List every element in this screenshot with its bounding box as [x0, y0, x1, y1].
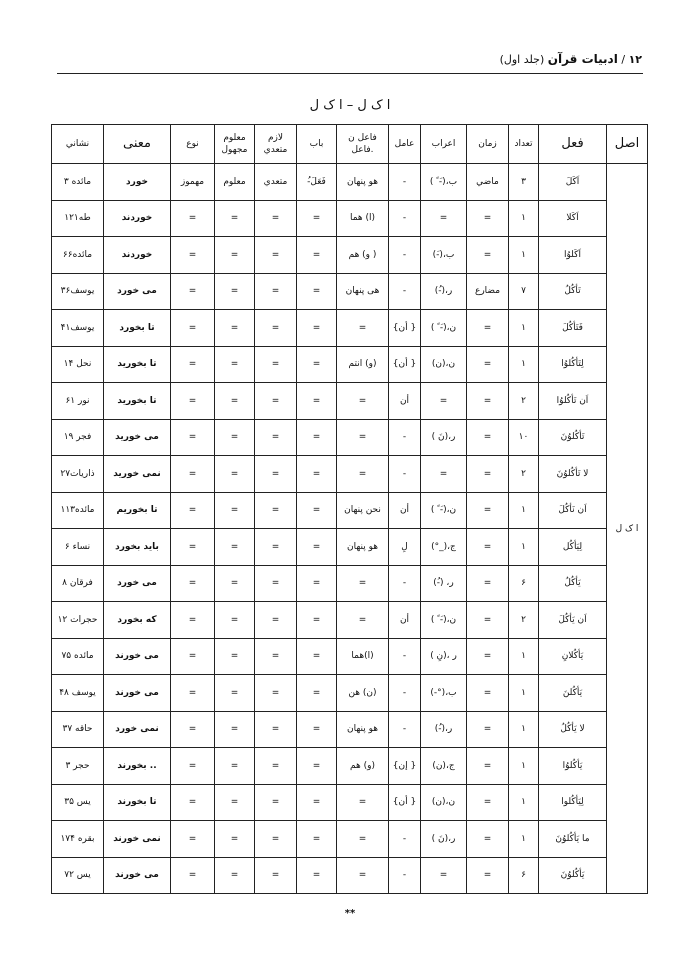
cell-lazem: =	[255, 857, 297, 894]
header-separator: /	[621, 53, 626, 66]
cell-erab: ر،(نَ )	[421, 821, 467, 858]
cell-malum: =	[215, 383, 255, 420]
cell-fael: =	[337, 310, 389, 347]
col-malum: معلوم مجهول	[215, 125, 255, 164]
col-zaman: زمان	[467, 125, 509, 164]
table-body	[52, 164, 648, 894]
cell-fael: =	[337, 383, 389, 420]
cell-zaman: =	[467, 310, 509, 347]
cell-mana: .. بخورند	[104, 748, 171, 785]
cell-fael: هو پنهان	[337, 529, 389, 566]
cell-zaman: =	[467, 638, 509, 675]
cell-fael: (و) هم	[337, 748, 389, 785]
cell-erab: =	[421, 200, 467, 237]
cell-naw: =	[171, 237, 215, 274]
cell-naw: =	[171, 675, 215, 712]
cell-malum: =	[215, 711, 255, 748]
cell-neshani: حجر ۳	[52, 748, 104, 785]
cell-naw: =	[171, 638, 215, 675]
cell-mana: نمی خورید	[104, 456, 171, 493]
cell-lazem: =	[255, 675, 297, 712]
cell-tedad: ۱	[509, 675, 539, 712]
cell-fel: لِيَأكُل	[539, 529, 607, 566]
cell-malum: =	[215, 602, 255, 639]
cell-naw: =	[171, 310, 215, 347]
col-naw: نوع	[171, 125, 215, 164]
cell-naw: =	[171, 602, 215, 639]
cell-zaman: =	[467, 529, 509, 566]
cell-mana: می خورند	[104, 675, 171, 712]
cell-amel: -	[389, 200, 421, 237]
cell-neshani: یوسف۴۱	[52, 310, 104, 347]
table-row	[52, 456, 648, 493]
cell-erab: ن،(-َ ً )	[421, 602, 467, 639]
cell-lazem: =	[255, 748, 297, 785]
cell-bab: =	[297, 565, 337, 602]
cell-bab: =	[297, 821, 337, 858]
cell-fael: (ا)هما	[337, 638, 389, 675]
cell-naw: =	[171, 821, 215, 858]
table-row	[52, 675, 648, 712]
col-erab: اعراب	[421, 125, 467, 164]
cell-zaman: =	[467, 748, 509, 785]
cell-mana: تا بخورید	[104, 383, 171, 420]
cell-zaman: =	[467, 492, 509, 529]
cell-fael: (ا) هما	[337, 200, 389, 237]
cell-mana: خوردند	[104, 200, 171, 237]
cell-mana: تا بخورد	[104, 310, 171, 347]
page-header	[500, 52, 642, 66]
cell-mana: خوردند	[104, 237, 171, 274]
col-mana: معنی	[104, 125, 171, 164]
cell-fel: اَكَلا	[539, 200, 607, 237]
cell-malum: =	[215, 456, 255, 493]
cell-lazem: =	[255, 711, 297, 748]
cell-tedad: ۱	[509, 346, 539, 383]
cell-amel: -	[389, 675, 421, 712]
cell-mana: می خورند	[104, 638, 171, 675]
cell-fel: اَن تَأكُلوُا	[539, 383, 607, 420]
book-title: ادبیات قرآن	[547, 52, 618, 66]
cell-tedad: ۱	[509, 310, 539, 347]
col-neshani: نشاني	[52, 125, 104, 164]
cell-tedad: ۲	[509, 456, 539, 493]
cell-mana: می خورند	[104, 857, 171, 894]
cell-zaman: ماضي	[467, 164, 509, 201]
cell-naw: =	[171, 200, 215, 237]
cell-amel: لِ	[389, 529, 421, 566]
table-row	[52, 346, 648, 383]
table-row	[52, 638, 648, 675]
table-row	[52, 821, 648, 858]
cell-tedad: ۱	[509, 638, 539, 675]
cell-erab: =	[421, 456, 467, 493]
cell-zaman: =	[467, 857, 509, 894]
cell-lazem: =	[255, 310, 297, 347]
cell-tedad: ۱	[509, 821, 539, 858]
cell-tedad: ۱	[509, 200, 539, 237]
table-row	[52, 565, 648, 602]
cell-bab: =	[297, 273, 337, 310]
volume-label: (جلد اول)	[499, 53, 545, 66]
cell-tedad: ۱	[509, 748, 539, 785]
cell-neshani: حاقه ۳۷	[52, 711, 104, 748]
cell-lazem: =	[255, 602, 297, 639]
cell-fael: =	[337, 419, 389, 456]
cell-fel: تَأكُلُ	[539, 273, 607, 310]
cell-naw: مهموز	[171, 164, 215, 201]
cell-neshani: حجرات ۱۲	[52, 602, 104, 639]
cell-amel: -	[389, 638, 421, 675]
cell-fael: =	[337, 857, 389, 894]
cell-fel: يَأكُلوُا	[539, 748, 607, 785]
cell-mana: که بخورد	[104, 602, 171, 639]
cell-bab: =	[297, 675, 337, 712]
table-row	[52, 237, 648, 274]
col-bab: باب	[297, 125, 337, 164]
cell-lazem: =	[255, 784, 297, 821]
cell-fel: يَأكُلُ	[539, 565, 607, 602]
cell-erab: ر ،(نِ )	[421, 638, 467, 675]
cell-fel: لا يَأكُلُ	[539, 711, 607, 748]
cell-fel: يَأكُلوُنَ	[539, 857, 607, 894]
cell-tedad: ۱	[509, 784, 539, 821]
cell-naw: =	[171, 784, 215, 821]
cell-amel: -	[389, 821, 421, 858]
cell-naw: =	[171, 419, 215, 456]
cell-zaman: =	[467, 383, 509, 420]
cell-fel: فَتَأكُلَ	[539, 310, 607, 347]
cell-neshani: یس ۳۵	[52, 784, 104, 821]
cell-lazem: =	[255, 383, 297, 420]
cell-fael: هو پنهان	[337, 711, 389, 748]
cell-amel: -	[389, 164, 421, 201]
cell-amel: -	[389, 565, 421, 602]
cell-fel: ما يَأكُلوُنَ	[539, 821, 607, 858]
cell-amel: أن	[389, 602, 421, 639]
cell-zaman: =	[467, 784, 509, 821]
cell-fael: =	[337, 821, 389, 858]
cell-amel: { إن}	[389, 748, 421, 785]
root-title: ا ک ل – ا ک ل	[309, 98, 391, 113]
cell-bab: =	[297, 237, 337, 274]
cell-tedad: ۳	[509, 164, 539, 201]
col-amel: عامل	[389, 125, 421, 164]
cell-tedad: ۱	[509, 529, 539, 566]
cell-fael: (ن) هن	[337, 675, 389, 712]
cell-fel: تَأكُلوُنَ	[539, 419, 607, 456]
cell-fel: لِيَأكُلوا	[539, 784, 607, 821]
cell-naw: =	[171, 857, 215, 894]
cell-bab: =	[297, 529, 337, 566]
cell-erab: ب،(°-)	[421, 675, 467, 712]
cell-zaman: =	[467, 200, 509, 237]
cell-malum: =	[215, 821, 255, 858]
cell-tedad: ۷	[509, 273, 539, 310]
cell-amel: { أن}	[389, 784, 421, 821]
cell-neshani: نساء ۶	[52, 529, 104, 566]
cell-fel: اَن نَأكُلَ	[539, 492, 607, 529]
cell-fel: اَكَلوُا	[539, 237, 607, 274]
cell-erab: ن،(ن)	[421, 784, 467, 821]
cell-bab: =	[297, 784, 337, 821]
cell-bab: =	[297, 419, 337, 456]
table-row	[52, 492, 648, 529]
cell-tedad: ۱	[509, 492, 539, 529]
cell-mana: می خورد	[104, 565, 171, 602]
cell-malum: =	[215, 237, 255, 274]
table-header-row	[52, 125, 648, 164]
cell-lazem: =	[255, 346, 297, 383]
cell-neshani: مائده ۳	[52, 164, 104, 201]
col-fel: فعل	[539, 125, 607, 164]
cell-mana: باید بخورد	[104, 529, 171, 566]
cell-bab: =	[297, 200, 337, 237]
footer-mark: **	[344, 908, 356, 919]
cell-erab: ج،(_°)	[421, 529, 467, 566]
cell-fael: =	[337, 565, 389, 602]
cell-erab: ر،(-ُ)	[421, 711, 467, 748]
cell-amel: -	[389, 857, 421, 894]
cell-erab: ب،(-َ)	[421, 237, 467, 274]
col-asl: اصل	[607, 125, 648, 164]
cell-neshani: طه۱۲۱	[52, 200, 104, 237]
cell-fael: نحن پنهان	[337, 492, 389, 529]
cell-malum: =	[215, 346, 255, 383]
cell-lazem: =	[255, 237, 297, 274]
cell-mana: خورد	[104, 164, 171, 201]
cell-lazem: =	[255, 492, 297, 529]
table-row	[52, 529, 648, 566]
cell-amel: -	[389, 711, 421, 748]
cell-amel: -	[389, 237, 421, 274]
cell-bab: =	[297, 638, 337, 675]
cell-erab: =	[421, 383, 467, 420]
cell-zaman: =	[467, 237, 509, 274]
cell-malum: =	[215, 857, 255, 894]
table-row	[52, 383, 648, 420]
cell-bab: =	[297, 748, 337, 785]
cell-mana: می خورد	[104, 273, 171, 310]
cell-malum: معلوم	[215, 164, 255, 201]
cell-fael: هو پنهان	[337, 164, 389, 201]
cell-bab: =	[297, 602, 337, 639]
cell-fel: اَكَلَ	[539, 164, 607, 201]
cell-fel: اَن يَأكُلَ	[539, 602, 607, 639]
cell-malum: =	[215, 492, 255, 529]
cell-neshani: مائده۶۶	[52, 237, 104, 274]
cell-neshani: یوسف ۴۸	[52, 675, 104, 712]
cell-fael: هی پنهان	[337, 273, 389, 310]
cell-neshani: فرقان ۸	[52, 565, 104, 602]
cell-malum: =	[215, 748, 255, 785]
cell-neshani: ذاریات۲۷	[52, 456, 104, 493]
cell-zaman: =	[467, 675, 509, 712]
cell-zaman: =	[467, 711, 509, 748]
cell-asl: ا ک ل	[607, 164, 648, 894]
cell-amel: { أن}	[389, 310, 421, 347]
cell-mana: نمی خورد	[104, 711, 171, 748]
cell-malum: =	[215, 565, 255, 602]
cell-fel: يَأكُلنَ	[539, 675, 607, 712]
cell-naw: =	[171, 456, 215, 493]
cell-malum: =	[215, 638, 255, 675]
cell-erab: ن،(-َ ً )	[421, 310, 467, 347]
cell-neshani: مائده۱۱۳	[52, 492, 104, 529]
verb-conjugation-table	[51, 124, 648, 894]
cell-erab: ن،(ن)	[421, 346, 467, 383]
cell-neshani: یس ۷۲	[52, 857, 104, 894]
cell-fael: ( و) هم	[337, 237, 389, 274]
cell-zaman: =	[467, 346, 509, 383]
cell-erab: ر، (-ُ)	[421, 565, 467, 602]
cell-naw: =	[171, 273, 215, 310]
header-divider	[57, 73, 643, 74]
table-row	[52, 200, 648, 237]
table-row	[52, 748, 648, 785]
cell-amel: -	[389, 273, 421, 310]
cell-neshani: فجر ۱۹	[52, 419, 104, 456]
cell-zaman: مضارع	[467, 273, 509, 310]
cell-zaman: =	[467, 456, 509, 493]
cell-naw: =	[171, 383, 215, 420]
cell-bab: =	[297, 711, 337, 748]
cell-zaman: =	[467, 419, 509, 456]
cell-mana: تا بخورید	[104, 346, 171, 383]
cell-malum: =	[215, 675, 255, 712]
cell-lazem: =	[255, 821, 297, 858]
cell-bab: =	[297, 857, 337, 894]
cell-amel: أن	[389, 383, 421, 420]
table-row	[52, 164, 648, 201]
cell-lazem: =	[255, 456, 297, 493]
cell-fael: (و) انتم	[337, 346, 389, 383]
cell-mana: تا بخورند	[104, 784, 171, 821]
cell-zaman: =	[467, 565, 509, 602]
cell-naw: =	[171, 711, 215, 748]
cell-bab: =	[297, 383, 337, 420]
cell-naw: =	[171, 492, 215, 529]
cell-erab: ج،(ن)	[421, 748, 467, 785]
cell-fael: =	[337, 456, 389, 493]
cell-bab: =	[297, 492, 337, 529]
cell-lazem: =	[255, 529, 297, 566]
cell-tedad: ۲	[509, 602, 539, 639]
cell-neshani: مائده ۷۵	[52, 638, 104, 675]
cell-malum: =	[215, 419, 255, 456]
cell-erab: ب،(-َ ً )	[421, 164, 467, 201]
col-tedad: تعداد	[509, 125, 539, 164]
cell-tedad: ۱۰	[509, 419, 539, 456]
cell-mana: می خورید	[104, 419, 171, 456]
cell-amel: { أن}	[389, 346, 421, 383]
cell-erab: ر،(نَ )	[421, 419, 467, 456]
cell-bab: =	[297, 346, 337, 383]
col-lazem: لازم متعدي	[255, 125, 297, 164]
cell-naw: =	[171, 346, 215, 383]
cell-lazem: متعدي	[255, 164, 297, 201]
cell-neshani: نحل ۱۴	[52, 346, 104, 383]
table-row	[52, 273, 648, 310]
cell-lazem: =	[255, 273, 297, 310]
cell-naw: =	[171, 565, 215, 602]
table-row	[52, 711, 648, 748]
cell-fael: =	[337, 602, 389, 639]
cell-tedad: ۱	[509, 711, 539, 748]
cell-neshani: یوسف۳۶	[52, 273, 104, 310]
cell-naw: =	[171, 529, 215, 566]
cell-zaman: =	[467, 821, 509, 858]
cell-fel: لا تَأكُلوُنَ	[539, 456, 607, 493]
cell-tedad: ۶	[509, 857, 539, 894]
table-row	[52, 784, 648, 821]
cell-bab: =	[297, 456, 337, 493]
cell-lazem: =	[255, 638, 297, 675]
cell-amel: -	[389, 419, 421, 456]
cell-erab: ر،(-ُ)	[421, 273, 467, 310]
cell-tedad: ۱	[509, 237, 539, 274]
col-fael: فاعل ن .فاعل	[337, 125, 389, 164]
cell-tedad: ۲	[509, 383, 539, 420]
cell-erab: =	[421, 857, 467, 894]
cell-malum: =	[215, 273, 255, 310]
cell-bab: =	[297, 310, 337, 347]
cell-malum: =	[215, 784, 255, 821]
cell-malum: =	[215, 529, 255, 566]
cell-naw: =	[171, 748, 215, 785]
cell-neshani: بقره ۱۷۴	[52, 821, 104, 858]
cell-lazem: =	[255, 419, 297, 456]
cell-malum: =	[215, 200, 255, 237]
cell-zaman: =	[467, 602, 509, 639]
cell-erab: ن،(-َ ً )	[421, 492, 467, 529]
cell-fael: =	[337, 784, 389, 821]
cell-neshani: نور ۶۱	[52, 383, 104, 420]
table-row	[52, 602, 648, 639]
table-row	[52, 419, 648, 456]
cell-malum: =	[215, 310, 255, 347]
cell-lazem: =	[255, 200, 297, 237]
cell-mana: تا بخوریم	[104, 492, 171, 529]
cell-lazem: =	[255, 565, 297, 602]
cell-bab: فَعَلَ-ُ	[297, 164, 337, 201]
cell-tedad: ۶	[509, 565, 539, 602]
table-row	[52, 857, 648, 894]
cell-fel: لِتَأكُلوُا	[539, 346, 607, 383]
cell-mana: نمی خورند	[104, 821, 171, 858]
cell-amel: أن	[389, 492, 421, 529]
table-row	[52, 310, 648, 347]
cell-amel: -	[389, 456, 421, 493]
page-number: ۱۲	[628, 53, 642, 66]
cell-fel: يَأكُلانِ	[539, 638, 607, 675]
